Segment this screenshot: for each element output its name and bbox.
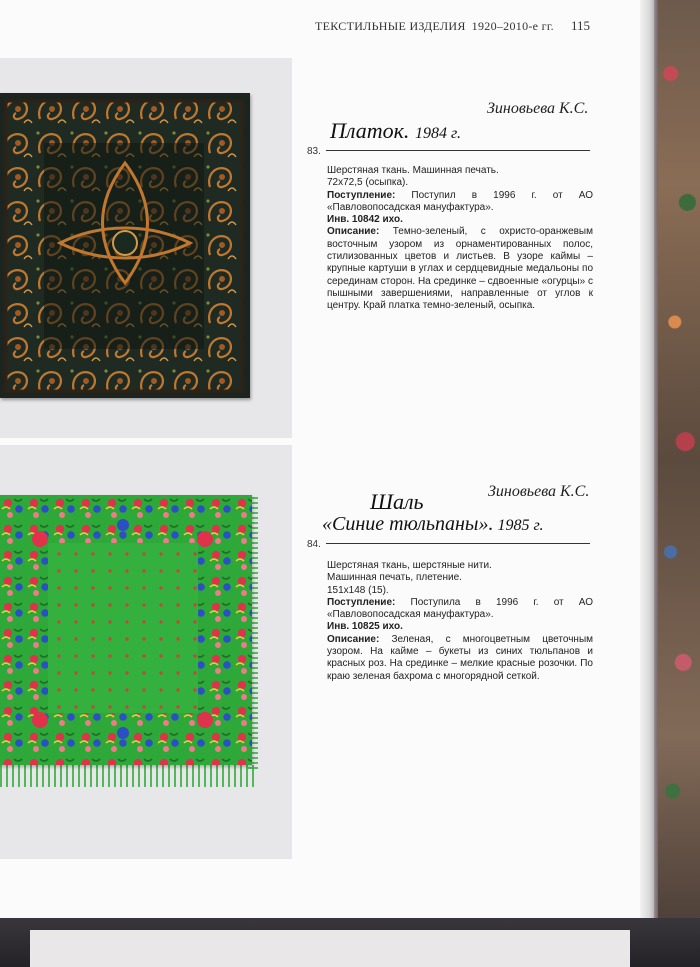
entry-84-technique: Машинная печать, плетение. xyxy=(327,572,462,584)
entry-84-title-text: «Синие тюльпаны». xyxy=(322,513,494,535)
shawl-image-83 xyxy=(0,93,250,398)
receipt-text: Поступил в 1996 г. от АО «Павловопосадская мануфактура». xyxy=(327,189,593,213)
description-label: Описание: xyxy=(327,633,380,645)
entry-83-title xyxy=(330,118,461,144)
entry-84-number: 84. xyxy=(307,539,321,550)
receipt-label: Поступление: xyxy=(327,596,396,608)
description-text: Зеленая, с многоцветным цветочным узором. На кайме – букеты из синих тюльпанов и красных роз. На срединке – мелкие красные розочки. По краю зеленая бахрома с многорядной сеткой. xyxy=(327,633,594,682)
description-text: Темно-зеленый, с охристо-оранжевым восточным узором из орнаментированных полос, стилизованных цветов и листьев. В узоре каймы – крупные картуши в углах и сердцевидные медальоны по серединам сторон. На срединке – сдвоенные «огурцы» с пышными завершениями, направленные от углов к центру. Край платка темно-зеленый, осыпка. xyxy=(327,226,593,312)
entry-83-rule xyxy=(326,150,590,151)
entry-84-author: Зиновьева К.С. xyxy=(488,483,590,500)
receipt-text: Поступила в 1996 г. от АО «Павловопосадская мануфактура». xyxy=(327,596,593,621)
shawl-image-84 xyxy=(0,495,252,765)
entry-84-receipt xyxy=(327,597,593,622)
entry-83-material: Шерстяная ткань. Машинная печать. xyxy=(327,165,499,176)
entry-84-description xyxy=(327,560,593,683)
background-fabric-strip xyxy=(658,0,700,920)
entry-84-year: 1985 г. xyxy=(497,517,544,534)
receipt-label: Поступление: xyxy=(327,189,396,201)
entry-84-title-line2 xyxy=(322,513,544,536)
header-years: 1920–2010-е гг. xyxy=(471,19,554,33)
entry-83-title-text: Платок. xyxy=(330,118,410,143)
shawl-83-pattern xyxy=(0,93,250,398)
entry-83-author: Зиновьева К.С. xyxy=(487,100,589,117)
entry-83-inv: Инв. 10842 ихо. xyxy=(327,214,403,226)
entry-84-desc xyxy=(327,634,593,683)
entry-83-size: 72х72,5 (осыпка). xyxy=(327,177,409,189)
description-label: Описание: xyxy=(327,226,380,238)
shawl-84-fringe-bottom xyxy=(0,765,258,787)
entry-84-inv: Инв. 10825 ихо. xyxy=(327,621,403,633)
next-page-edge xyxy=(30,930,630,967)
entry-83-number: 83. xyxy=(307,146,321,157)
entry-84-title-line1: Шаль xyxy=(370,489,424,514)
header-title: ТЕКСТИЛЬНЫЕ ИЗДЕЛИЯ xyxy=(315,19,466,33)
entry-83-receipt xyxy=(327,190,593,215)
entry-83-desc xyxy=(327,226,593,312)
entry-83-year: 1984 г. xyxy=(414,125,461,142)
entry-84-material: Шерстяная ткань, шерстяные нити. xyxy=(327,560,492,571)
shawl-84-pattern xyxy=(0,495,252,765)
entry-83-description xyxy=(327,165,593,313)
page-number: 115 xyxy=(571,18,591,33)
entry-84-size: 151х148 (15). xyxy=(327,584,389,596)
entry-84-rule xyxy=(326,543,590,544)
